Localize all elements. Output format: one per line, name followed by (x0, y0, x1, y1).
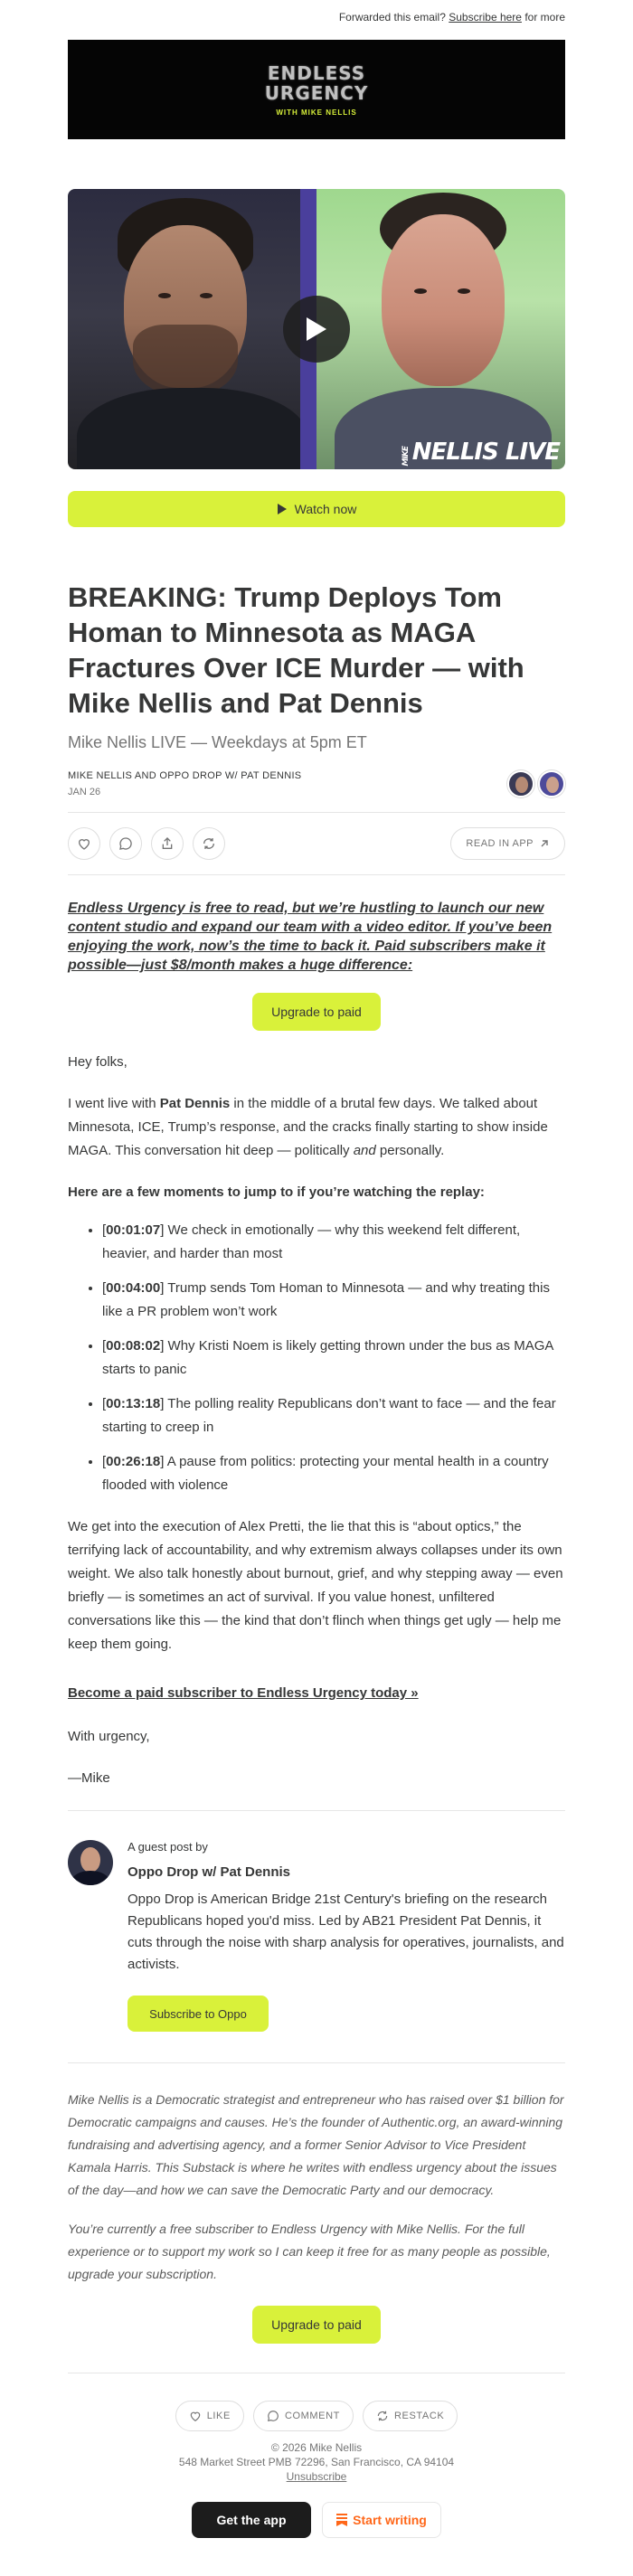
app-promo (68, 2502, 565, 2556)
upgrade-to-paid-button-footer[interactable]: Upgrade to paid (252, 2306, 381, 2344)
start-writing-button[interactable] (322, 2502, 441, 2538)
timestamp-link[interactable]: 00:08:02 (106, 1338, 161, 1354)
heart-icon (189, 2410, 202, 2422)
footer-like-button[interactable] (175, 2401, 244, 2431)
discussion-paragraph: We get into the execution of Alex Pretti, the lie that this is “about optics,” the terrifying lack of accountability, and why extremism always collapses under its own weight. We also talk honestly about burnout, grief, and why stepping away — even briefly — is sometimes an act of survival. If you value honest, unfiltered conversations like this — the kind that don’t flinch when things get ugly — help me keep them going. (68, 1519, 563, 1652)
divider (68, 874, 565, 875)
moments-list (68, 1219, 565, 1497)
banner-line-2: URGENCY (264, 81, 369, 104)
restack-button[interactable] (193, 827, 225, 860)
heart-icon (77, 836, 91, 851)
bio-paragraph: Mike Nellis is a Democratic strategist and entrepreneur who has raised over $1 billion for Democratic campaigns and causes. He’s the founder of Authentic.org, an award-winning fundraising and advertising agency, and a former Senior Advisor to Vice President Kamala Harris. This Substack is where he writes with endless urgency about the issues of the day—and how we can save the Democratic Party and our democracy. (68, 2092, 564, 2197)
footer-restack-button[interactable] (363, 2401, 458, 2431)
timestamp-link[interactable]: 00:26:18 (106, 1454, 161, 1469)
greeting: Hey folks, (68, 1054, 128, 1070)
publication-banner[interactable] (68, 40, 565, 139)
upgrade-to-paid-button[interactable]: Upgrade to paid (252, 993, 381, 1031)
subscribe-here-link[interactable]: Subscribe here (449, 11, 522, 24)
avatar[interactable] (538, 770, 565, 797)
footer-comment-button[interactable] (253, 2401, 354, 2431)
start-writing-label: Start writing (353, 2513, 427, 2527)
forward-suffix: for more (524, 11, 565, 24)
video-left-speaker (68, 189, 316, 469)
post-authors[interactable]: MIKE NELLIS AND OPPO DROP W/ PAT DENNIS (68, 770, 302, 781)
restack-icon (376, 2410, 389, 2422)
forward-prefix: Forwarded this email? (338, 11, 446, 24)
comment-icon (118, 836, 133, 851)
get-the-app-button[interactable]: Get the app (192, 2502, 311, 2538)
footer-actions (68, 2401, 565, 2431)
comment-button[interactable] (109, 827, 142, 860)
moments-heading: Here are a few moments to jump to if you’re watching the replay: (68, 1184, 485, 1200)
unsubscribe-link[interactable]: Unsubscribe (286, 2470, 347, 2483)
list-item: • [00:26:18] A pause from politics: protecting your mental health in a country flooded with violence (102, 1450, 565, 1497)
footer-info (68, 2440, 565, 2484)
restack-label: RESTACK (393, 2411, 445, 2421)
timestamp-link[interactable]: 00:01:07 (106, 1222, 161, 1238)
read-in-app-label: READ IN APP (466, 838, 534, 849)
subscribe-to-oppo-button[interactable]: Subscribe to Oppo (128, 1996, 269, 2032)
divider (68, 1810, 565, 1811)
post-title[interactable]: BREAKING: Trump Deploys Tom Homan to Minnesota as MAGA Fractures Over ICE Murder — with Mike Nellis and Pat Dennis (68, 581, 524, 719)
divider (68, 2062, 565, 2063)
watch-now-label: Watch now (294, 502, 357, 516)
substack-logo-icon (336, 2514, 347, 2526)
guest-name-bold: Pat Dennis (159, 1096, 231, 1111)
free-subscriber-note: You’re currently a free subscriber to Endless Urgency with Mike Nellis. For the full experience or to support my work so I can keep it free for as many people as possible, upgrade your subscription. (68, 2222, 551, 2281)
author-bio (68, 2089, 565, 2286)
list-item: • [00:04:00] Trump sends Tom Homan to Minnesota — and why treating this like a PR problem won’t work (102, 1277, 565, 1324)
support-callout[interactable]: Endless Urgency is free to read, but we’re hustling to launch our new content studio and expand our team with a video editor. If you’ve been enjoying the work, now’s the time to back it. Paid subscribers make it possible—just $8/month makes a huge difference: (68, 901, 553, 973)
copyright: © 2026 Mike Nellis (270, 2441, 363, 2454)
post-date: JAN 26 (68, 787, 101, 797)
guest-post-label: A guest post by (128, 1840, 208, 1854)
intro-paragraph: I went live with Pat Dennis in the middle of a brutal few days. We talked about Minnesota, ICE, Trump’s response, and the cracks finally starting to show inside MAGA. This conversation hit deep — politically and personally. (68, 1096, 548, 1158)
list-item: • [00:13:18] The polling reality Republicans don’t want to face — and the fear starting to creep in (102, 1392, 565, 1439)
video-brand-mark: MIKENELLIS LIVE (401, 439, 560, 466)
post-subtitle: Mike Nellis LIVE — Weekdays at 5pm ET (68, 733, 367, 751)
play-icon[interactable] (283, 296, 350, 363)
post-body (68, 1051, 565, 1790)
like-label: LIKE (206, 2411, 231, 2421)
play-small-icon (277, 503, 288, 515)
arrow-up-right-icon (539, 838, 550, 849)
forward-notice (0, 0, 633, 25)
timestamp-link[interactable]: 00:04:00 (106, 1280, 161, 1296)
banner-line-3: WITH MIKE NELLIS (276, 108, 357, 117)
byline (68, 770, 565, 797)
author-avatars[interactable] (507, 770, 565, 797)
comment-label: COMMENT (284, 2411, 340, 2421)
banner-line-1: ENDLESS (267, 61, 366, 84)
read-in-app-button[interactable] (450, 827, 565, 860)
mailing-address: 548 Market Street PMB 72296, San Francisco, CA 94104 (178, 2456, 455, 2468)
video-right-speaker (316, 189, 565, 469)
list-item: • [00:08:02] Why Kristi Noem is likely getting thrown under the bus as MAGA starts to panic (102, 1335, 565, 1382)
guest-publication-name[interactable]: Oppo Drop w/ Pat Dennis (128, 1864, 291, 1880)
avatar[interactable] (68, 1840, 113, 1885)
comment-icon (267, 2410, 279, 2422)
share-button[interactable] (151, 827, 184, 860)
become-paid-subscriber-link[interactable]: Become a paid subscriber to Endless Urgency today » (68, 1685, 419, 1701)
watch-now-button[interactable] (68, 491, 565, 527)
restack-icon (202, 836, 216, 851)
guest-description: Oppo Drop is American Bridge 21st Century's briefing on the research Republicans hoped you'd miss. Led by AB21 President Pat Dennis, it cuts through the noise with sharp analysis for operatives, journalists, and activists. (128, 1892, 564, 1972)
list-item: • [00:01:07] We check in emotionally — why this weekend felt different, heavier, and harder than most (102, 1219, 565, 1266)
share-icon (160, 836, 175, 851)
like-button[interactable] (68, 827, 100, 860)
avatar[interactable] (507, 770, 534, 797)
signoff: With urgency, (68, 1729, 150, 1744)
video-thumbnail[interactable] (68, 189, 565, 469)
post-actions (68, 813, 565, 874)
signature: —Mike (68, 1770, 110, 1786)
timestamp-link[interactable]: 00:13:18 (106, 1396, 161, 1411)
guest-post-card (68, 1840, 565, 2032)
